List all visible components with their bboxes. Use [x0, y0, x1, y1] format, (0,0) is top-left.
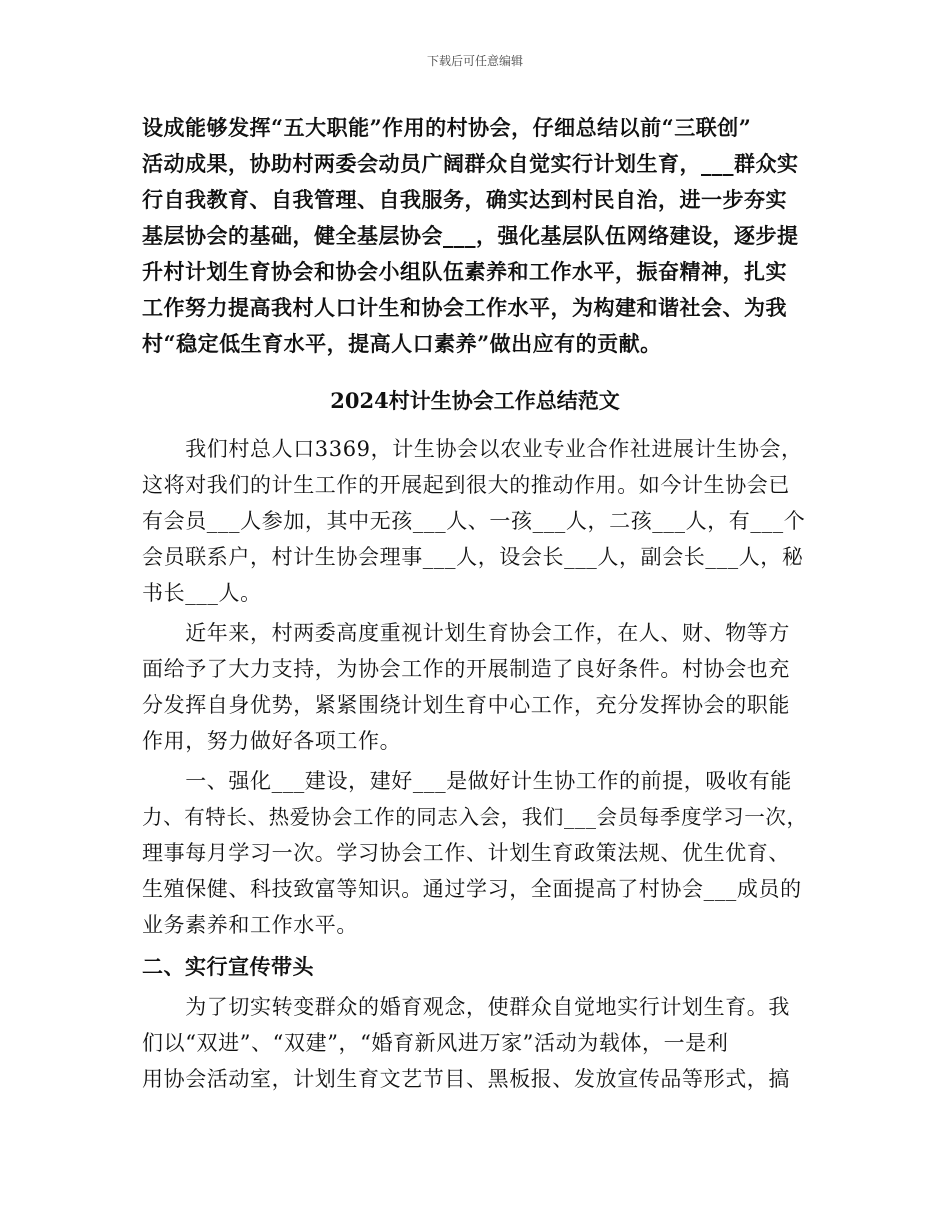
intro-line: 活动成果，协助村两委会动员广阔群众自觉实行计划生育，___群众实 [142, 151, 799, 176]
intro-line: 行自我教育、自我管理、自我服务，确实达到村民自治，进一步夯实 [142, 187, 787, 212]
header-note: 下载后可任意编辑 [426, 54, 523, 68]
body-line: 们以“双进”、“双建”，“婚育新风进万家”活动为载体，一是利 [142, 1031, 729, 1055]
intro-line: 基层协会的基础，健全基层协会___，强化基层队伍网络建设，逐步提 [142, 223, 799, 248]
body-line: 书长___人。 [142, 581, 262, 605]
body-line: 用协会活动室，计划生育文艺节目、黑板报、发放宣传品等形式，搞 [142, 1067, 790, 1091]
intro-line: 升村计划生育协会和协会小组队伍素养和工作水平，振奋精神，扎实 [142, 259, 787, 284]
body-line: 一、强化___建设，建好___是做好计生协工作的前提，吸收有能 [142, 769, 792, 793]
intro-line: 设成能够发挥“五大职能”作用的村协会，仔细总结以前“三联创” [142, 115, 752, 140]
section-heading: 二、实行宣传带头 [142, 954, 314, 979]
body-line: 面给予了大力支持，为协会工作的开展制造了良好条件。村协会也充 [142, 657, 790, 681]
document-title: 2024村计生协会工作总结范文 [330, 388, 620, 413]
body-line: 力、有特长、热爱协会工作的同志入会，我们___会员每季度学习一次， [142, 805, 808, 829]
body-line: 作用，努力做好各项工作。 [142, 729, 402, 753]
body-line: 业务素养和工作水平。 [142, 913, 358, 937]
body-line: 理事每月学习一次。学习协会工作、计划生育政策法规、优生优育、 [142, 841, 790, 865]
body-line: 我们村总人口3369，计生协会以农业专业合作社进展计生协会， [142, 437, 803, 461]
body-line: 分发挥自身优势，紧紧围绕计划生育中心工作，充分发挥协会的职能 [142, 693, 790, 717]
intro-line: 工作努力提高我村人口计生和协会工作水平，为构建和谐社会、为我 [142, 295, 787, 320]
body-line: 近年来，村两委高度重视计划生育协会工作，在人、财、物等方 [142, 621, 790, 645]
intro-line: 村“稳定低生育水平，提高人口素养”做出应有的贡献。 [142, 331, 662, 356]
body-line: 有会员___人参加，其中无孩___人、一孩___人，二孩___人，有___个 [142, 509, 806, 533]
body-line: 生殖保健、科技致富等知识。通过学习，全面提高了村协会___成员的 [142, 877, 802, 901]
body-line: 这将对我们的计生工作的开展起到很大的推动作用。如今计生协会已 [142, 473, 790, 497]
body-line: 会员联系户，村计生协会理事___人，设会长___人，副会长___人，秘 [142, 545, 804, 569]
body-line: 为了切实转变群众的婚育观念，使群众自觉地实行计划生育。我 [142, 995, 790, 1019]
